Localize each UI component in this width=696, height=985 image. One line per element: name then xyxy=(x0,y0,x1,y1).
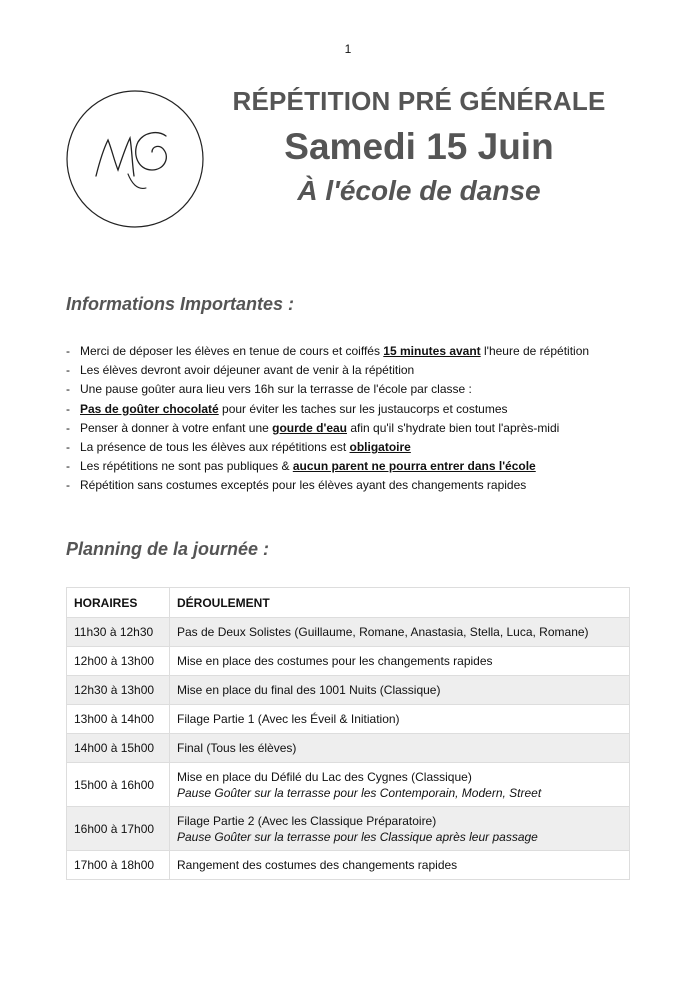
time-cell: 11h30 à 12h30 xyxy=(67,618,170,647)
list-item: - Répétition sans costumes exceptés pour les élèves ayant des changements rapides xyxy=(66,478,527,493)
list-item: - Les élèves devront avoir déjeuner avant de venir à la répétition xyxy=(66,363,415,378)
table-row xyxy=(67,618,630,647)
description-cell: Filage Partie 1 (Avec les Éveil & Initiation) xyxy=(170,705,630,734)
time-cell: 12h30 à 13h00 xyxy=(67,676,170,705)
description-text: Filage Partie 2 (Avec les Classique Préparatoire) xyxy=(177,813,437,828)
event-title: RÉPÉTITION PRÉ GÉNÉRALE xyxy=(232,86,606,116)
description-note: Pause Goûter sur la terrasse pour les Classique après leur passage xyxy=(177,829,538,844)
event-place: À l'école de danse xyxy=(297,175,541,206)
table-row xyxy=(67,763,630,807)
planning-table xyxy=(66,587,630,880)
table-row xyxy=(67,851,630,880)
list-item: - Penser à donner à votre enfant une gourde d'eau afin qu'il s'hydrate bien tout l'après-midi xyxy=(66,420,560,435)
description-text: Mise en place du Défilé du Lac des Cygnes (Classique) xyxy=(177,769,472,784)
list-item: - Merci de déposer les élèves en tenue de cours et coiffés 15 minutes avant l'heure de répétition xyxy=(66,344,590,358)
table-row xyxy=(67,705,630,734)
description-cell: Pas de Deux Solistes (Guillaume, Romane, Anastasia, Stella, Luca, Romane) xyxy=(170,618,630,647)
description-cell xyxy=(170,807,630,851)
time-cell: 15h00 à 16h00 xyxy=(67,763,170,807)
table-row xyxy=(67,647,630,676)
table-row xyxy=(67,676,630,705)
time-cell: 12h00 à 13h00 xyxy=(67,647,170,676)
time-cell: 14h00 à 15h00 xyxy=(67,734,170,763)
list-item: - Pas de goûter chocolaté pour éviter les taches sur les justaucorps et costumes xyxy=(66,401,508,416)
description-note: Pause Goûter sur la terrasse pour les Contemporain, Modern, Street xyxy=(177,785,542,800)
time-cell: 13h00 à 14h00 xyxy=(67,705,170,734)
info-heading: Informations Importantes : xyxy=(66,294,295,314)
header-titles xyxy=(214,86,624,208)
list-item: - Les répétitions ne sont pas publiques & aucun parent ne pourra entrer dans l'école xyxy=(66,459,536,474)
table-row xyxy=(67,734,630,763)
page-number: 1 xyxy=(344,42,352,56)
table-header-row xyxy=(67,588,630,618)
time-cell: 17h00 à 18h00 xyxy=(67,851,170,880)
description-cell: Final (Tous les élèves) xyxy=(170,734,630,763)
event-date: Samedi 15 Juin xyxy=(284,126,554,167)
school-logo xyxy=(66,90,204,228)
list-item: - La présence de tous les élèves aux répétitions est obligatoire xyxy=(66,440,411,455)
column-header-description: DÉROULEMENT xyxy=(170,588,630,618)
info-list xyxy=(66,342,656,496)
planning-heading: Planning de la journée : xyxy=(66,539,270,559)
description-cell: Mise en place du final des 1001 Nuits (Classique) xyxy=(170,676,630,705)
table-row xyxy=(67,807,630,851)
description-cell xyxy=(170,763,630,807)
description-cell: Mise en place des costumes pour les changements rapides xyxy=(170,647,630,676)
column-header-time: HORAIRES xyxy=(67,588,170,618)
time-cell: 16h00 à 17h00 xyxy=(67,807,170,851)
list-item: - Une pause goûter aura lieu vers 16h sur la terrasse de l'école par classe : xyxy=(66,382,472,397)
description-cell: Rangement des costumes des changements rapides xyxy=(170,851,630,880)
